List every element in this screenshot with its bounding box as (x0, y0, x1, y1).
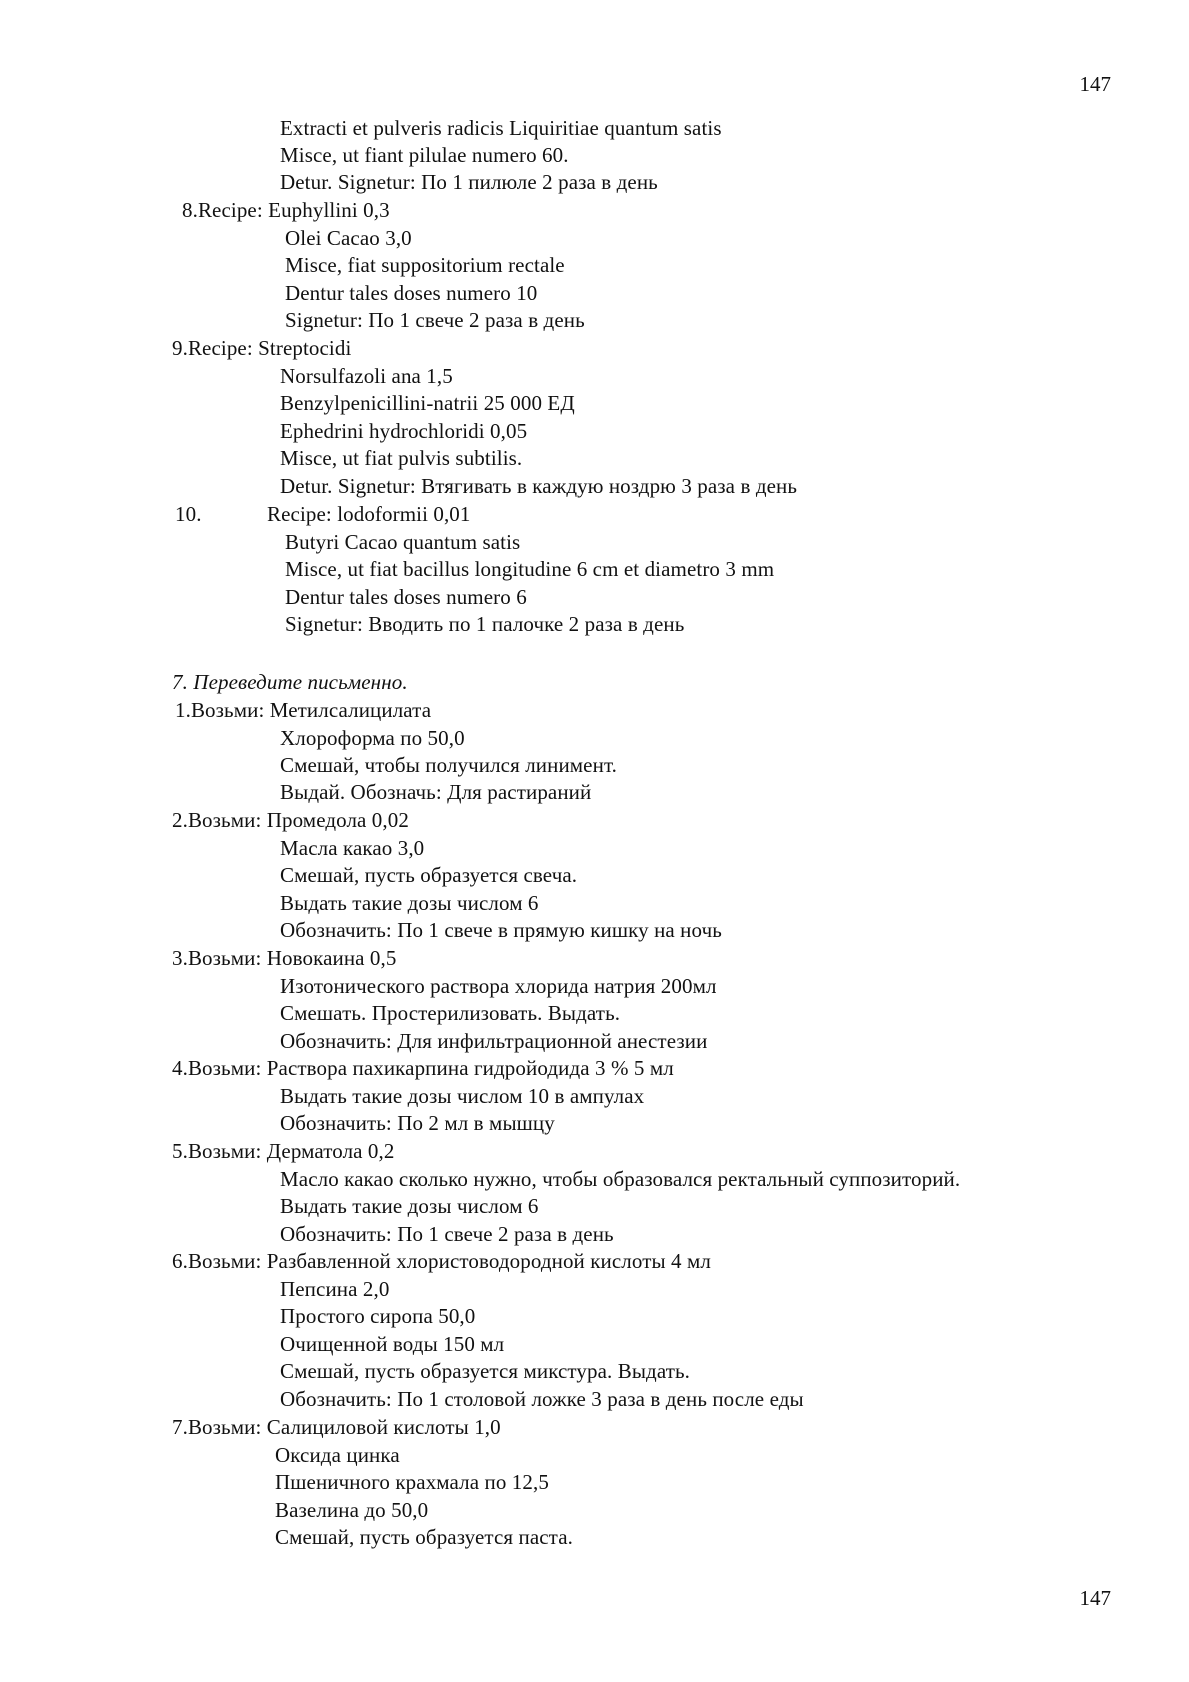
prescription-header: 5.Возьми: Дерматола 0,2 (172, 1139, 395, 1163)
prescription-header: 4.Возьми: Раствора пахикарпина гидройодида 3 % 5 мл (172, 1056, 674, 1080)
prescription-line: Выдать такие дозы числом 6 (280, 891, 539, 915)
page-number-top: 147 (1079, 72, 1111, 96)
recipe-line: Dentur tales doses numero 6 (285, 585, 527, 609)
recipe-line: Butyri Cacao quantum satis (285, 530, 521, 554)
prescription-line: Простого сиропа 50,0 (280, 1304, 476, 1328)
prescription-line: Обозначить: По 1 свече 2 раза в день (280, 1222, 614, 1246)
prescription-line: Обозначить: По 1 столовой ложке 3 раза в день после еды (280, 1387, 804, 1411)
prescription-line: Оксида цинка (275, 1443, 400, 1467)
recipe-line: Detur. Signetur: Втягивать в каждую ноздрю 3 раза в день (280, 474, 798, 498)
recipe-header: 9.Recipe: Streptocidi (172, 336, 352, 360)
recipe-line: Misce, ut fiat pulvis subtilis. (280, 446, 523, 470)
recipe-header: Recipe: lodoformii 0,01 (267, 502, 471, 526)
prescription-line: Смешай, чтобы получился линимент. (280, 753, 617, 777)
recipe-line: Norsulfazoli ana 1,5 (280, 364, 453, 388)
recipe-line: Extracti et pulveris radicis Liquiritiae quantum satis (280, 116, 722, 140)
prescription-header: 7.Возьми: Салициловой кислоты 1,0 (172, 1415, 501, 1439)
prescription-line: Пепсина 2,0 (280, 1277, 390, 1301)
recipe-line: Ephedrini hydrochloridi 0,05 (280, 419, 528, 443)
recipe-line: Benzylpenicillini-natrii 25 000 ЕД (280, 391, 575, 415)
recipe-line: Misce, ut fiat bacillus longitudine 6 cm et diametro 3 mm (285, 557, 775, 581)
prescription-line: Выдай. Обозначь: Для растираний (280, 780, 592, 804)
prescription-line: Очищенной воды 150 мл (280, 1332, 505, 1356)
prescription-line: Обозначить: Для инфильтрационной анестезии (280, 1029, 708, 1053)
prescription-line: Смешай, пусть образуется свеча. (280, 863, 578, 887)
recipe-line: Detur. Signetur: По 1 пилюле 2 раза в день (280, 170, 658, 194)
prescription-line: Выдать такие дозы числом 6 (280, 1194, 539, 1218)
prescription-line: Масло какао сколько нужно, чтобы образовался ректальный суппозиторий. (280, 1167, 961, 1191)
prescription-line: Смешать. Простерилизовать. Выдать. (280, 1001, 621, 1025)
recipe-line: Signetur: Вводить по 1 палочке 2 раза в день (285, 612, 685, 636)
task-heading: 7. Переведите письменно. (172, 670, 408, 694)
recipe-header: 8.Recipe: Euphyllini 0,3 (182, 198, 390, 222)
recipe-line: Misce, fiat suppositorium rectale (285, 253, 565, 277)
recipe-line: Olei Cacao 3,0 (285, 226, 412, 250)
recipe-line: Dentur tales doses numero 10 (285, 281, 538, 305)
recipe-line: Signetur: По 1 свече 2 раза в день (285, 308, 585, 332)
prescription-line: Выдать такие дозы числом 10 в ампулах (280, 1084, 645, 1108)
prescription-header: 1.Возьми: Метилсалицилата (175, 698, 432, 722)
prescription-line: Вазелина до 50,0 (275, 1498, 429, 1522)
recipe-line: Misce, ut fiant pilulae numero 60. (280, 143, 569, 167)
prescription-header: 3.Возьми: Новокаина 0,5 (172, 946, 397, 970)
page-number-bottom: 147 (1079, 1586, 1111, 1610)
prescription-line: Обозначить: По 1 свече в прямую кишку на ночь (280, 918, 722, 942)
prescription-line: Смешай, пусть образуется микстура. Выдать. (280, 1359, 691, 1383)
prescription-line: Хлороформа по 50,0 (280, 726, 465, 750)
prescription-line: Пшеничного крахмала по 12,5 (275, 1470, 549, 1494)
prescription-line: Изотонического раствора хлорида натрия 200мл (280, 974, 717, 998)
prescription-line: Обозначить: По 2 мл в мышцу (280, 1111, 555, 1135)
prescription-header: 2.Возьми: Промедола 0,02 (172, 808, 409, 832)
prescription-header: 6.Возьми: Разбавленной хлористоводородной кислоты 4 мл (172, 1249, 711, 1273)
prescription-line: Смешай, пусть образуется паста. (275, 1525, 573, 1549)
recipe-number: 10. (175, 502, 202, 526)
prescription-line: Масла какао 3,0 (280, 836, 425, 860)
